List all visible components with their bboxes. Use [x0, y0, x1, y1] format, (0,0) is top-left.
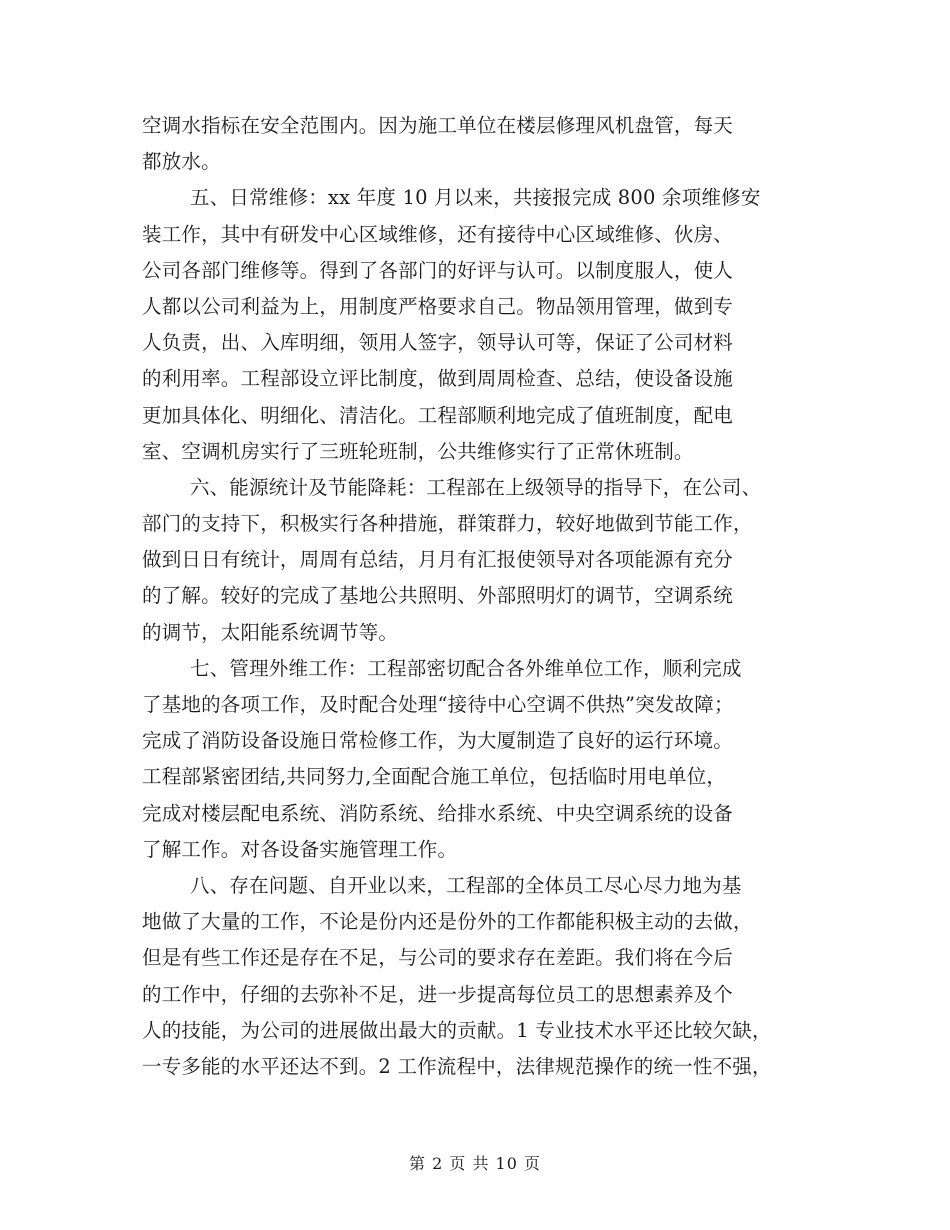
- text-line: 人负责，出、入库明细，领用人签字，领导认可等，保证了公司材料: [142, 331, 734, 355]
- text-line: 六、能源统计及节能降耗：工程部在上级领导的指导下，在公司、: [190, 475, 762, 499]
- text-line: 装工作，其中有研发中心区域维修，还有接待中心区域维修、伙房、: [142, 222, 734, 246]
- text-line: 但是有些工作还是存在不足，与公司的要求存在差距。我们将在今后: [142, 946, 734, 970]
- text-line: 更加具体化、明细化、清洁化。工程部顺利地完成了值班制度，配电: [142, 403, 734, 427]
- text-line: 完成对楼层配电系统、消防系统、给排水系统、中央空调系统的设备: [142, 801, 734, 825]
- text-line: 八、存在问题、自开业以来，工程部的全体员工尽心尽力地为基: [190, 873, 742, 897]
- paragraph-existing-problems: [142, 868, 832, 1085]
- text-line: 的调节，太阳能系统调节等。: [142, 620, 399, 644]
- text-line: 空调水指标在安全范围内。因为施工单位在楼层修理风机盘管，每天: [142, 114, 734, 137]
- text-line: 的利用率。工程部设立评比制度，做到周周检查、总结，使设备设施: [142, 367, 734, 391]
- text-line: 室、空调机房实行了三班轮班制，公共维修实行了正常休班制。: [142, 439, 694, 463]
- text-line: 公司各部门维修等。得到了各部门的好评与认可。以制度服人，使人: [142, 258, 734, 282]
- text-line: 五、日常维修：xx 年度 10 月以来，共接报完成 800 余项维修安: [190, 186, 761, 210]
- paragraph-energy-statistics: [142, 470, 832, 651]
- paragraph-external-maintenance: [142, 651, 832, 868]
- paragraph-daily-maintenance: [142, 180, 832, 470]
- page-number-footer: 第 2 页 共 10 页: [409, 1154, 541, 1173]
- text-line: 地做了大量的工作，不论是份内还是份外的工作都能积极主动的去做，: [142, 910, 753, 934]
- text-line: 了基地的各项工作，及时配合处理“接待中心空调不供热”突发故障；: [142, 693, 734, 716]
- body-text: [142, 108, 832, 1085]
- paragraph-continuation: [142, 108, 832, 180]
- text-line: 七、管理外维工作：工程部密切配合各外维单位工作，顺利完成: [190, 656, 742, 680]
- text-line: 做到日日有统计，周周有总结，月月有汇报使领导对各项能源有充分: [142, 548, 734, 572]
- text-line: 的了解。较好的完成了基地公共照明、外部照明灯的调节，空调系统: [142, 584, 734, 608]
- text-line: 人的技能，为公司的进展做出最大的贡献。1 专业技术水平还比较欠缺，: [142, 1018, 772, 1042]
- text-line: 部门的支持下，积极实行各种措施，群策群力，较好地做到节能工作，: [142, 512, 753, 536]
- text-line: 了解工作。对各设备实施管理工作。: [142, 837, 458, 861]
- text-line: 的工作中，仔细的去弥补不足，进一步提高每位员工的思想素养及个: [142, 982, 734, 1006]
- text-line: 人都以公司利益为上，用制度严格要求自己。物品领用管理，做到专: [142, 294, 734, 318]
- text-line: 都放水。: [142, 150, 221, 174]
- text-line: 完成了消防设备设施日常检修工作，为大厦制造了良好的运行环境。: [142, 729, 734, 753]
- text-line: 工程部紧密团结,共同努力,全面配合施工单位，包括临时用电单位，: [142, 765, 727, 789]
- text-line: 一专多能的水平还达不到。2 工作流程中，法律规范操作的统一性不强，: [142, 1054, 772, 1078]
